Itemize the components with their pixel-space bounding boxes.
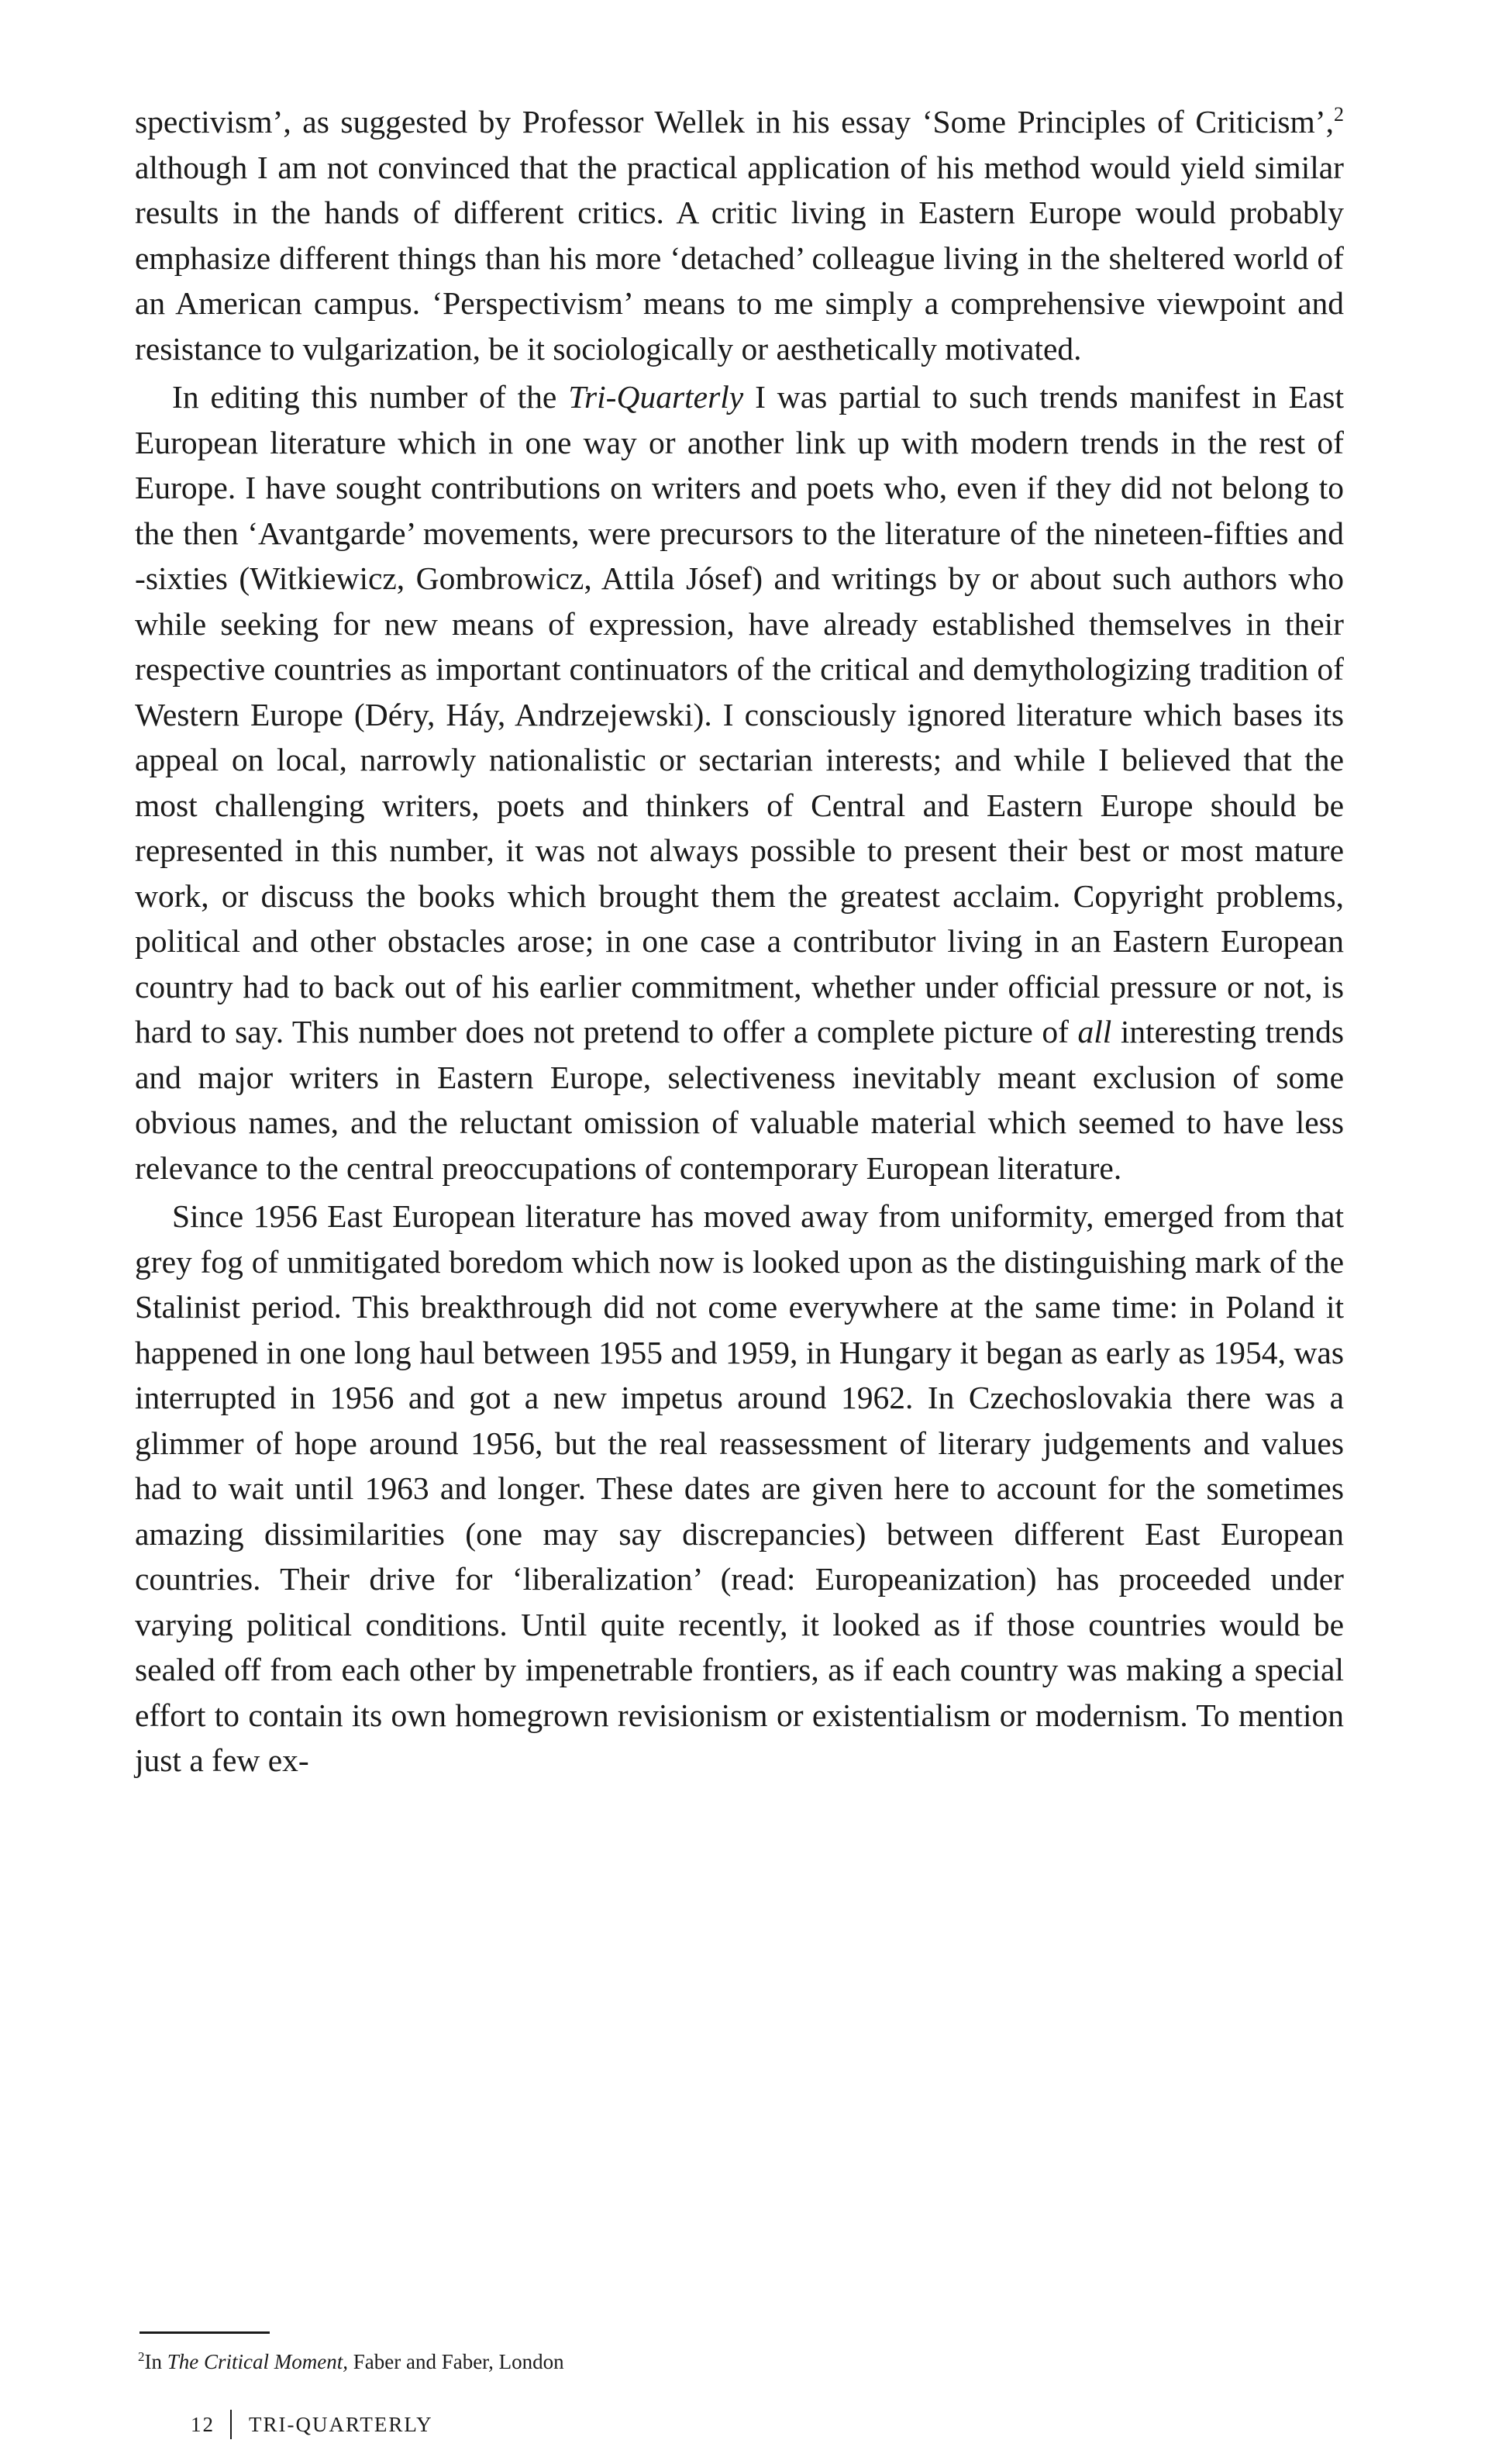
paragraph-1-text-b: although I am not convinced that the practical application of his method would yield similar results in the hands of different critics. A critic living in Eastern Europe would probably emphasize different things than his more ‘detached’ colleague living in the sheltered world of an American campus. ‘Perspectivism’ means to me simply a comprehensive viewpoint and resistance to vulgarization, be it sociologically or aesthetically motivated. <box>135 149 1344 367</box>
paragraph-1 <box>135 99 1344 371</box>
page-footer <box>191 2409 433 2440</box>
journal-title: Tri-Quarterly <box>568 379 744 415</box>
emphasis-all: all <box>1077 1014 1112 1049</box>
footnote-prefix: In <box>144 2350 167 2373</box>
footnote-book-title: The Critical Moment, <box>167 2350 348 2373</box>
running-title: TRI-QUARTERLY <box>249 2413 433 2436</box>
page-number: 12 <box>191 2413 215 2436</box>
paragraph-1-text-a: spectivism’, as suggested by Professor Wellek in his essay ‘Some Principles of Criticism’, <box>135 104 1334 140</box>
footnote-publisher: Faber and Faber, London <box>347 2350 564 2373</box>
footer-separator <box>230 2410 232 2439</box>
paragraph-2-text-c: interesting trends and major writers in Eastern Europe, selectiveness inevitably meant exclusion of some obvious names, and the reluctant omission of valuable material which seemed to have less relevance to the central preoccupations of contemporary European literature. <box>135 1014 1344 1186</box>
footnote-reference: 2 <box>1334 103 1344 126</box>
footnote-divider <box>140 2331 270 2334</box>
footnote-number: 2 <box>138 2349 145 2364</box>
paragraph-2 <box>135 374 1344 1191</box>
paragraph-2-text-a: In editing this number of the <box>172 379 569 415</box>
paragraph-3: Since 1956 East European literature has moved away from uniformity, emerged from that grey fog of unmitigated boredom which now is looked upon as the distinguishing mark of the Stalinist period. This breakthrough did not come everywhere at the same time: in Poland it happened in one long haul between 1955 and 1959, in Hungary it began as early as 1954, was interrupted in 1956 and got a new impetus around 1962. In Czechoslovakia there was a glimmer of hope around 1956, but the real reassessment of literary judgements and values had to wait until 1963 and longer. These dates are given here to account for the sometimes amazing dissimilarities (one may say discrepancies) between different East European countries. Their drive for ‘liberalization’ (read: Europeanization) has proceeded under varying political conditions. Until quite recently, it looked as if those countries would be sealed off from each other by impenetrable frontiers, as if each country was making a special effort to contain its own homegrown revisionism or existentialism or modernism. To mention just a few ex- <box>135 1198 1344 1778</box>
page-body <box>135 99 1344 1783</box>
footnote <box>138 2349 564 2375</box>
paragraph-2-text-b: I was partial to such trends manifest in East European literature which in one way or another link up with modern trends in the rest of Europe. I have sought contributions on writers and poets who, even if they did not belong to the then ‘Avantgarde’ movements, were precursors to the literature of the nineteen-fifties and -sixties (Witkiewicz, Gombrowicz, Attila Jósef) and writings by or about such authors who while seeking for new means of expression, have already established themselves in their respective countries as important continuators of the critical and demythologizing tradition of Western Europe (Déry, Háy, Andrzejewski). I consciously ignored literature which bases its appeal on local, narrowly nationalistic or sectarian interests; and while I believed that the most challenging writers, poets and thinkers of Central and Eastern Europe should be represented in this number, it was not always possible to present their best or most mature work, or discuss the books which brought them the greatest acclaim. Copyright problems, political and other obstacles arose; in one case a contributor living in an Eastern European country had to back out of his earlier commitment, whether under official pressure or not, is hard to say. This number does not pretend to offer a complete picture of <box>135 379 1344 1049</box>
